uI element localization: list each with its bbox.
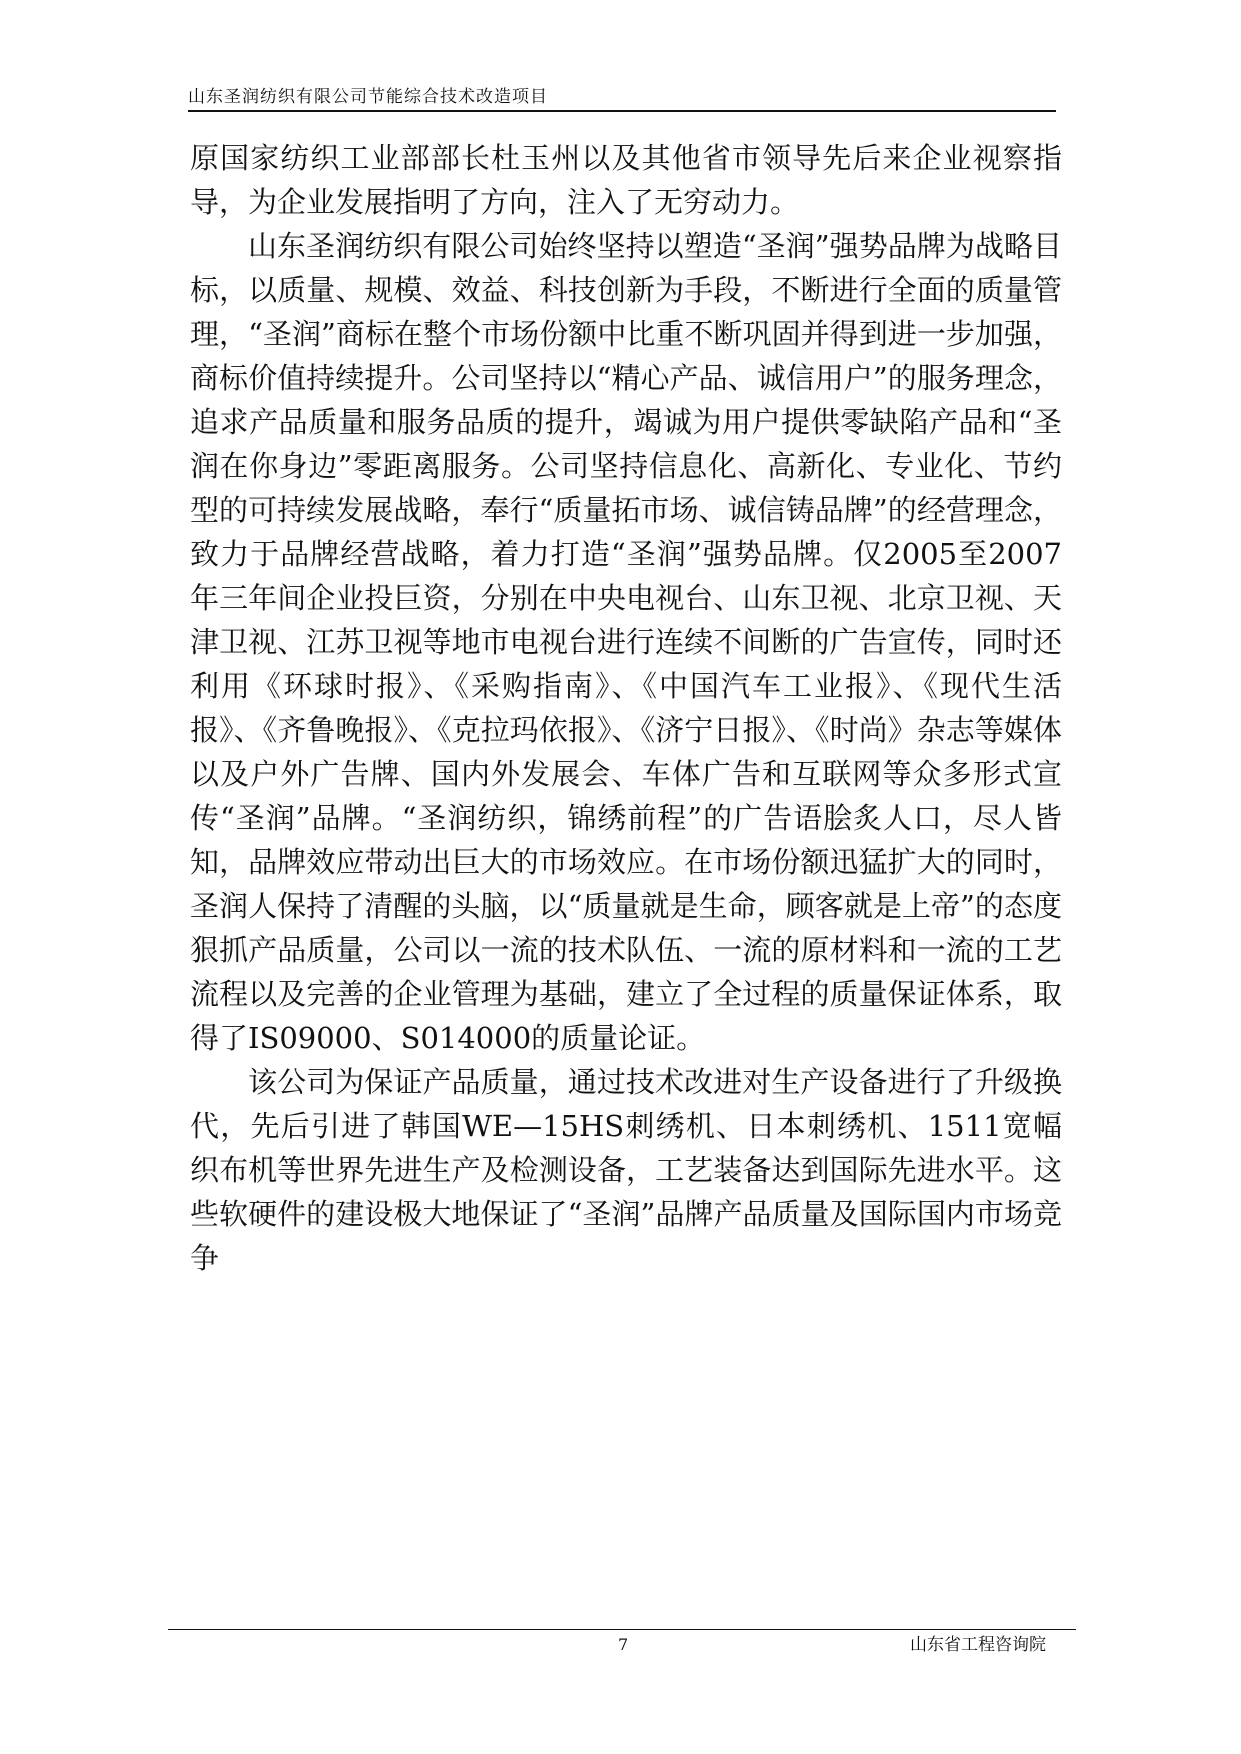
footer-rule xyxy=(168,1629,1076,1630)
footer-organization: 山东省工程咨询院 xyxy=(910,1635,1046,1655)
page-number: 7 xyxy=(618,1635,629,1654)
paragraph-equipment-upgrade: 该公司为保证产品质量，通过技术改进对生产设备进行了升级换代，先后引进了韩国WE—15HS刺绣机、日本刺绣机、1511宽幅织布机等世界先进生产及检测设备，工艺装备达到国际先进水平。这些软硬件的建设极大地保证了“圣润”品牌产品质量及国际国内市场竞争 xyxy=(190,1065,1062,1275)
paragraph-continuation: 原国家纺织工业部部长杜玉州以及其他省市领导先后来企业视察指导，为企业发展指明了方向，注入了无穷动力。 xyxy=(190,141,1062,219)
document-title: 山东圣润纺织有限公司节能综合技术改造项目 xyxy=(188,87,548,107)
page-header xyxy=(188,86,1056,112)
header-rule xyxy=(188,110,1056,112)
paragraph-brand-strategy: 山东圣润纺织有限公司始终坚持以塑造“圣润”强势品牌为战略目标，以质量、规模、效益、科技创新为手段，不断进行全面的质量管理，“圣润”商标在整个市场份额中比重不断巩固并得到进一步加强，商标价值持续提升。公司坚持以“精心产品、诚信用户”的服务理念，追求产品质量和服务品质的提升，竭诚为用户提供零缺陷产品和“圣润在你身边”零距离服务。公司坚持信息化、高新化、专业化、节约型的可持续发展战略，奉行“质量拓市场、诚信铸品牌”的经营理念，致力于品牌经营战略，着力打造“圣润”强势品牌。仅2005至2007年三年间企业投巨资，分别在中央电视台、山东卫视、北京卫视、天津卫视、江苏卫视等地市电视台进行连续不间断的广告宣传，同时还利用《环球时报》、《采购指南》、《中国汽车工业报》、《现代生活报》、《齐鲁晚报》、《克拉玛依报》、《济宁日报》、《时尚》杂志等媒体以及户外广告牌、国内外发展会、车体广告和互联网等众多形式宣传“圣润”品牌。“圣润纺织，锦绣前程”的广告语脍炙人口，尽人皆知，品牌效应带动出巨大的市场效应。在市场份额迅猛扩大的同时，圣润人保持了清醒的头脑，以“质量就是生命，顾客就是上帝”的态度狠抓产品质量，公司以一流的技术队伍、一流的原材料和一流的工艺流程以及完善的企业管理为基础，建立了全过程的质量保证体系，取得了IS09000、S014000的质量论证。 xyxy=(190,229,1062,1055)
page-footer xyxy=(168,1629,1076,1669)
document-body xyxy=(190,136,1062,1280)
